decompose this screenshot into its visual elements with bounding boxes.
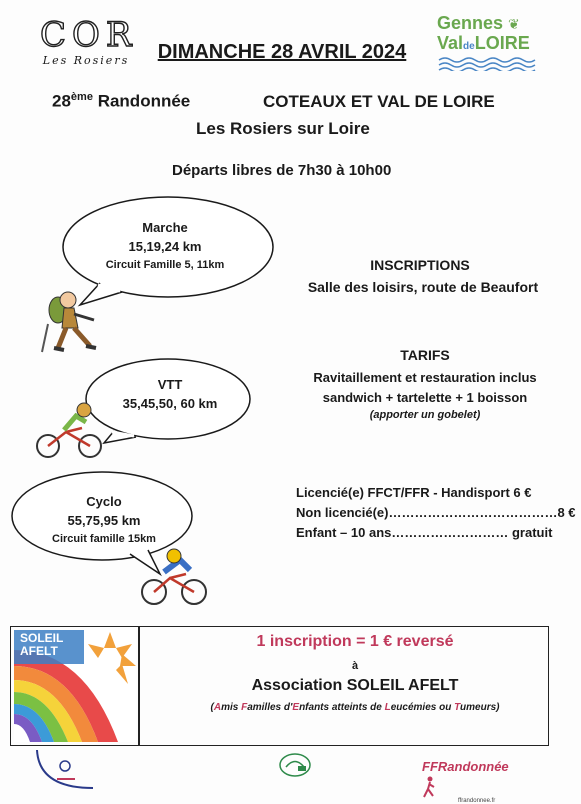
word-umeurs: umeurs) [460, 702, 500, 713]
gennes-logo-val: Val [437, 33, 464, 53]
event-name: COTEAUX ET VAL DE LOIRE [263, 92, 495, 111]
gennes-logo-loire: LOIRE [474, 33, 530, 53]
soleil-logo-line2: AFELT [20, 644, 58, 658]
club-emblem-logo [278, 752, 312, 778]
vtt-title: VTT [157, 377, 183, 392]
word-nfants: nfants atteints de [299, 702, 385, 713]
cor-logo-text: COR [40, 15, 138, 55]
word-mis: mis [221, 702, 242, 713]
ffrandonnee-logo-text: FFRandonnée [422, 759, 509, 774]
tarifs-menu: sandwich + tartelette + 1 boisson [322, 390, 528, 405]
marche-family-circuit: Circuit Famille 5, 11km [105, 259, 225, 271]
word-eucemies: eucémies ou [390, 702, 455, 713]
ffrandonnee-logo [422, 758, 522, 804]
paren-open: ( [210, 702, 214, 713]
hiker-illustration [38, 288, 110, 356]
cyclo-info [24, 492, 184, 549]
donation-equation: 1 inscription = 1 € reversé [256, 633, 454, 650]
inscriptions-location: Salle des loisirs, route de Beaufort [307, 279, 539, 295]
departure-times: Départs libres de 7h30 à 10h00 [172, 162, 392, 179]
word-amilles: amilles d' [247, 702, 293, 713]
association-acronym-explanation [160, 702, 550, 713]
edition-word: Randonnée [97, 91, 191, 111]
waves-icon [437, 57, 537, 71]
road-cyclist-illustration [140, 548, 208, 608]
cor-logo-subtitle: Les Rosiers [42, 54, 130, 67]
event-date-title: DIMANCHE 28 AVRIL 2024 [157, 41, 407, 63]
acronym-t: T [454, 702, 461, 713]
vtt-info [100, 375, 240, 413]
marche-info [75, 218, 255, 275]
acronym-f: F [241, 702, 248, 713]
tarifs-note: (apporter un gobelet) [369, 409, 481, 421]
marche-title: Marche [142, 220, 188, 235]
gennes-logo-word: Gennes [437, 13, 504, 33]
soleil-box-divider [138, 627, 140, 745]
acronym-e: E [292, 702, 300, 713]
tarifs-heading: TARIFS [400, 347, 450, 363]
edition-number: 28 [52, 91, 71, 111]
event-place: Les Rosiers sur Loire [196, 119, 370, 138]
gennes-logo-de: de [463, 41, 475, 52]
price-row-non-licencie: Non licencié(e)…………………………………8 € [296, 505, 576, 520]
soleil-logo-line1: SOLEIL [20, 631, 64, 645]
vtt-distances: 35,45,50, 60 km [122, 396, 218, 411]
cyclo-family-circuit: Circuit famille 15km [52, 533, 156, 545]
walker-icon [422, 776, 436, 798]
soleil-logo-text [20, 632, 63, 658]
price-row-enfant: Enfant – 10 ans……………………… gratuit [296, 525, 553, 540]
cor-logo [40, 15, 138, 67]
handisport-logo [35, 748, 95, 790]
marche-distances: 15,19,24 km [128, 239, 202, 254]
edition-label [52, 91, 190, 112]
inscriptions-heading: INSCRIPTIONS [370, 257, 470, 273]
cyclo-distances: 55,75,95 km [67, 513, 141, 528]
cyclo-title: Cyclo [86, 494, 122, 509]
tarifs-included: Ravitaillement et restauration inclus [313, 370, 537, 385]
donation-to: à [351, 660, 359, 672]
edition-suffix: ème [70, 91, 93, 103]
price-row-licencie: Licencié(e) FFCT/FFR - Handisport 6 € [296, 485, 532, 500]
gennes-val-de-loire-logo [437, 14, 549, 66]
association-name: Association SOLEIL AFELT [251, 677, 459, 694]
leaf-icon: ❦ [508, 16, 520, 32]
acronym-a: A [213, 702, 222, 713]
acronym-l: L [384, 702, 391, 713]
ffrandonnee-url: ffrandonnee.fr [458, 798, 496, 804]
mountain-biker-illustration [34, 402, 106, 460]
